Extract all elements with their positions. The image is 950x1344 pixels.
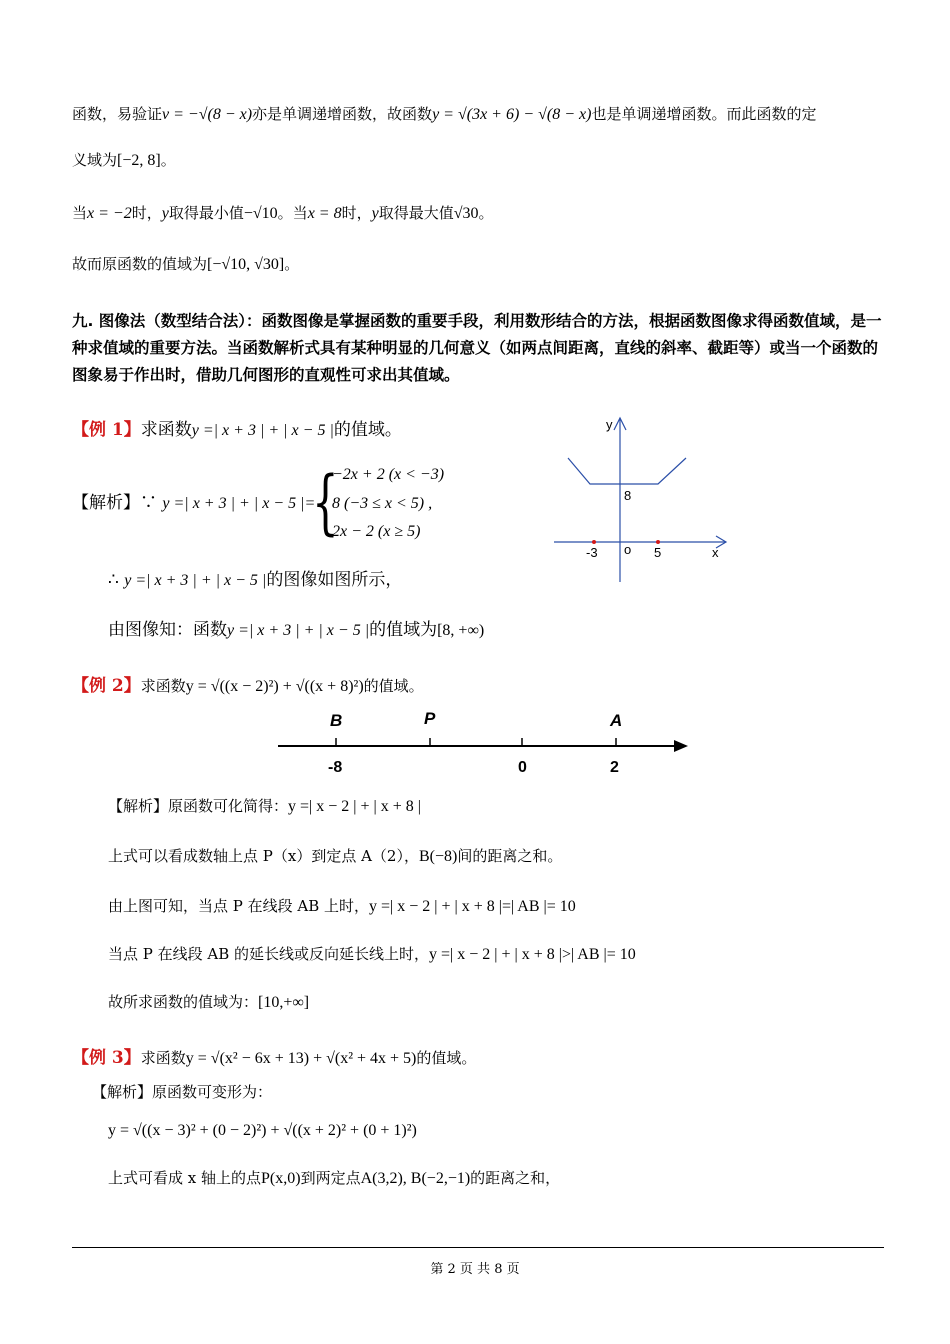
formula: A(3,2), B(−2,−1)	[360, 1170, 471, 1187]
text: 故所求函数的值域为：	[108, 993, 259, 1011]
label-minus8: -8	[328, 759, 343, 776]
text: 的值域。	[363, 677, 424, 695]
ex1-graph-line	[108, 570, 402, 591]
text: 取得最小值	[168, 204, 244, 222]
ex2-step-1	[108, 796, 421, 817]
text: 。	[160, 151, 176, 169]
formula: y = √(3x + 6) − √(8 − x)	[432, 106, 592, 123]
formula: y = √(x² − 6x + 13) + √(x² + 4x + 5)	[185, 1050, 417, 1067]
formula: [10,+∞]	[258, 994, 310, 1011]
text: 【解析】原函数可变形为：	[92, 1083, 273, 1101]
formula: y =| x − 2 | + | x + 8 |>| AB |= 10	[429, 946, 636, 963]
text: 取得最大值	[378, 204, 454, 222]
example-tag: 【例 3】	[72, 1048, 141, 1068]
text: 的距离之和，	[470, 1169, 561, 1187]
ex3-step-2	[108, 1120, 417, 1141]
y-label: y	[606, 417, 613, 432]
intro-line-4	[72, 254, 299, 275]
text: 时，	[341, 204, 372, 222]
example-tag: 【例 2】	[72, 676, 141, 696]
label-two: 2	[610, 759, 619, 776]
ex1-graph	[548, 412, 738, 587]
ex2-prompt	[72, 676, 424, 697]
because-symbol: ∵	[140, 493, 157, 513]
formula: x = −2	[87, 205, 132, 222]
formula: y =| x − 2 | + | x + 8 |	[288, 798, 421, 815]
formula: [−2, 8]	[117, 152, 161, 169]
therefore-symbol: ∴	[108, 570, 119, 590]
formula: B(−8)	[418, 848, 458, 865]
ex1-prompt	[72, 420, 402, 441]
ex3-prompt	[72, 1048, 476, 1069]
text: 。	[284, 255, 300, 273]
formula: y	[161, 205, 169, 222]
example-tag: 【例 1】	[72, 420, 141, 440]
text: 【解析】原函数可化简得：	[108, 797, 289, 815]
text: 时，	[131, 204, 162, 222]
intro-line-2	[72, 150, 176, 171]
text: 到两定点	[300, 1169, 361, 1187]
function-curve	[568, 458, 686, 484]
label-8: 8	[624, 488, 632, 503]
point-5	[656, 540, 660, 544]
formula: y =| x + 3 | + | x − 5 |	[227, 622, 370, 639]
formula: y = √((x − 3)² + (0 − 2)²) + √((x + 2)² + (0 + 1)²)	[108, 1122, 417, 1139]
text: 义域为	[72, 151, 118, 169]
ex2-step-3	[108, 896, 576, 917]
intro-line-1	[72, 104, 816, 125]
formula: y = √((x − 2)²) + √((x + 8)²)	[185, 678, 364, 695]
text: 函数，易验证	[72, 105, 163, 123]
formula: [−√10, √30]	[207, 256, 285, 273]
text: 的值域。	[416, 1049, 477, 1067]
piece-row-3: 2x − 2 (x ≥ 5)	[332, 523, 421, 540]
axis-arrow	[674, 740, 688, 752]
ex2-step-2	[108, 846, 562, 867]
solution-tag: 【解析】	[72, 493, 140, 513]
formula: −√10	[243, 205, 278, 222]
text: 也是单调递增函数。而此函数的定	[591, 105, 817, 123]
ex2-step-5	[108, 992, 309, 1013]
label-B: B	[330, 711, 343, 730]
piece-row-2: 8 (−3 ≤ x < 5) ,	[332, 495, 433, 512]
text: 求函数	[140, 420, 192, 440]
section-9-title	[72, 308, 892, 389]
formula: [8, +∞)	[437, 622, 485, 639]
footer-rule	[72, 1247, 884, 1248]
text: 亦是单调递增函数，故函数	[252, 105, 433, 123]
label-minus3: -3	[586, 545, 598, 560]
section-heading: 九. 图像法（数型结合法）：函数图像是掌握函数的重要手段，利用数形结合的方法，根据函数图像求得函数值域，是一种求值域的重要方法。	[72, 312, 882, 357]
text: 上式可看成 x 轴上的点	[108, 1169, 261, 1187]
text: 当	[72, 204, 88, 222]
text: 由上图可知，当点 P 在线段 AB 上时，	[108, 897, 370, 915]
formula: y =| x + 3 | + | x − 5 |=	[162, 495, 316, 512]
ex1-conclusion	[108, 620, 484, 641]
label-5: 5	[654, 545, 662, 560]
formula: v = −√(8 − x)	[162, 106, 253, 123]
text: 求函数	[140, 677, 186, 695]
label-A: A	[610, 711, 623, 730]
text: 由图像知：函数	[108, 620, 227, 640]
formula: x = 8	[307, 205, 342, 222]
label-zero: 0	[518, 759, 527, 776]
text: 的值域为	[369, 620, 438, 640]
formula: √30	[453, 205, 479, 222]
ex1-solution	[72, 493, 315, 514]
intro-line-3	[72, 203, 494, 224]
text: 。当	[277, 204, 308, 222]
text: 求函数	[140, 1049, 186, 1067]
ex3-step-1	[92, 1082, 272, 1102]
ex2-step-4	[108, 944, 636, 965]
text: 当点 P 在线段 AB 的延长线或反向延长线上时，	[108, 945, 430, 963]
point-minus3	[592, 540, 596, 544]
section-body: 当函数解析式具有某种明显的几何意义（如两点间距离，直线的斜率、截距等）或当一个函数的图象易于作出时，借助几何图形的直观性可求出其值域。	[72, 339, 879, 384]
brace: {	[312, 461, 339, 543]
ex3-step-3	[108, 1168, 560, 1189]
label-P: P	[424, 709, 436, 728]
page-footer: 第 2 页 共 8 页	[430, 1262, 520, 1277]
formula: P(x,0)	[261, 1170, 301, 1187]
formula: y =| x − 2 | + | x + 8 |=| AB |= 10	[369, 898, 576, 915]
formula: y	[371, 205, 379, 222]
origin-label: o	[624, 542, 632, 557]
text: 。	[478, 204, 494, 222]
text: 的图像如图所示，	[266, 570, 403, 590]
piece-row-1: −2x + 2 (x < −3)	[332, 466, 445, 483]
formula: y =| x + 3 | + | x − 5 |	[191, 422, 334, 439]
text: 故而原函数的值域为	[72, 255, 208, 273]
ex2-number-line	[270, 704, 700, 780]
x-label: x	[712, 545, 719, 560]
text: 的值域。	[333, 420, 402, 440]
text: 间的距离之和。	[457, 847, 563, 865]
formula: y =| x + 3 | + | x − 5 |	[124, 572, 267, 589]
text: 上式可以看成数轴上点 P（x）到定点 A（2），	[108, 847, 419, 865]
